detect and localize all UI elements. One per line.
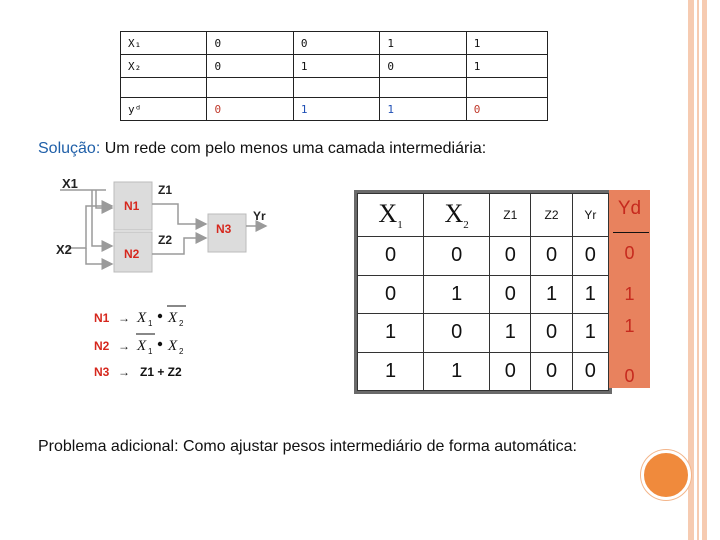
eq-n2-b: X — [168, 338, 178, 354]
eq-n2-b-sub: 2 — [179, 347, 184, 356]
cell: 0 — [490, 237, 531, 276]
yd-header: Yd — [617, 198, 642, 219]
output-yr-label: Yr — [253, 209, 266, 223]
equations — [94, 306, 186, 379]
arrow-icon: → — [118, 365, 130, 379]
row-label: yᵈ — [121, 98, 207, 121]
table-row — [358, 314, 609, 353]
cell: 0 — [358, 237, 424, 276]
cell: 1 — [466, 32, 547, 55]
cell: 0 — [293, 32, 379, 55]
cell: 0 — [466, 98, 547, 121]
row-label: X₂ — [121, 55, 207, 78]
cell: 0 — [207, 98, 293, 121]
header-x2: $X_2$ — [424, 194, 490, 237]
eq-n2-a: X — [137, 338, 147, 354]
table-row — [121, 98, 548, 121]
yd-value: 1 — [624, 316, 635, 336]
arrow-icon: → — [118, 339, 130, 353]
and-dot-icon — [158, 314, 162, 318]
cell: 0 — [380, 55, 466, 78]
divider — [613, 232, 649, 233]
signal-z1-label: Z1 — [158, 183, 173, 197]
cell: 1 — [358, 352, 424, 391]
cell: 0 — [572, 352, 608, 391]
cell: 0 — [358, 275, 424, 314]
table-row — [121, 32, 548, 55]
yd-column — [609, 190, 650, 388]
yd-value: 1 — [624, 284, 635, 304]
eq-n1-a: X — [137, 310, 147, 326]
cell: 1 — [531, 275, 572, 314]
cell: 0 — [531, 237, 572, 276]
cell: 0 — [490, 352, 531, 391]
eq-n1-a-sub: 1 — [148, 319, 153, 328]
cell: 1 — [572, 314, 608, 353]
input-x1-label: X1 — [62, 176, 78, 191]
eq-n2-a-sub: 1 — [148, 347, 153, 356]
eq-n1-b: X — [168, 310, 178, 326]
solution-line — [38, 140, 486, 158]
neuron-n1-label: N1 — [124, 199, 140, 213]
cell: 0 — [424, 314, 490, 353]
cell: 0 — [490, 275, 531, 314]
table-header-row — [358, 194, 609, 237]
cell: 1 — [380, 32, 466, 55]
arrow-icon: → — [118, 311, 130, 325]
header-x1: $X_1$ — [358, 194, 424, 237]
input-output-table — [120, 31, 548, 121]
cell: 0 — [531, 352, 572, 391]
cell: 0 — [207, 32, 293, 55]
neuron-n3-label: N3 — [216, 222, 232, 236]
cell: 1 — [380, 98, 466, 121]
neuron-n2-label: N2 — [124, 247, 140, 261]
table-row — [358, 275, 609, 314]
row-label: X₁ — [121, 32, 207, 55]
header-z2: Z2 — [531, 194, 572, 237]
cell: 1 — [293, 55, 379, 78]
cell: 1 — [358, 314, 424, 353]
table-row — [358, 352, 609, 391]
problem-text: Problema adicional: Como ajustar pesos intermediário de forma automática: — [38, 438, 577, 455]
spacer-row — [121, 78, 548, 98]
cell: 1 — [424, 352, 490, 391]
cell: 1 — [490, 314, 531, 353]
truth-table — [354, 190, 612, 394]
table-row — [121, 55, 548, 78]
signal-z2-label: Z2 — [158, 233, 173, 247]
eq-n2-lhs: N2 — [94, 339, 110, 353]
cell: 0 — [207, 55, 293, 78]
yd-value: 0 — [624, 366, 635, 386]
and-dot-icon — [158, 342, 162, 346]
eq-n1-b-sub: 2 — [179, 319, 184, 328]
eq-n3-lhs: N3 — [94, 365, 110, 379]
eq-n1-lhs: N1 — [94, 311, 110, 325]
table-row — [358, 237, 609, 276]
yd-value: 0 — [624, 243, 635, 263]
header-yr: Yr — [572, 194, 608, 237]
input-x2-label: X2 — [56, 242, 72, 257]
network-diagram — [40, 168, 280, 388]
header-z1: Z1 — [490, 194, 531, 237]
cell: 0 — [572, 237, 608, 276]
cell: 1 — [293, 98, 379, 121]
cell: 1 — [466, 55, 547, 78]
cell: 1 — [424, 275, 490, 314]
cell: 0 — [531, 314, 572, 353]
eq-n3-rhs: Z1 + Z2 — [140, 365, 182, 379]
decorative-circle — [641, 450, 691, 500]
cell: 1 — [572, 275, 608, 314]
cell: 0 — [424, 237, 490, 276]
solution-label: Solução: — [38, 140, 101, 157]
solution-text: Um rede com pelo menos uma camada intermediária: — [100, 140, 487, 157]
